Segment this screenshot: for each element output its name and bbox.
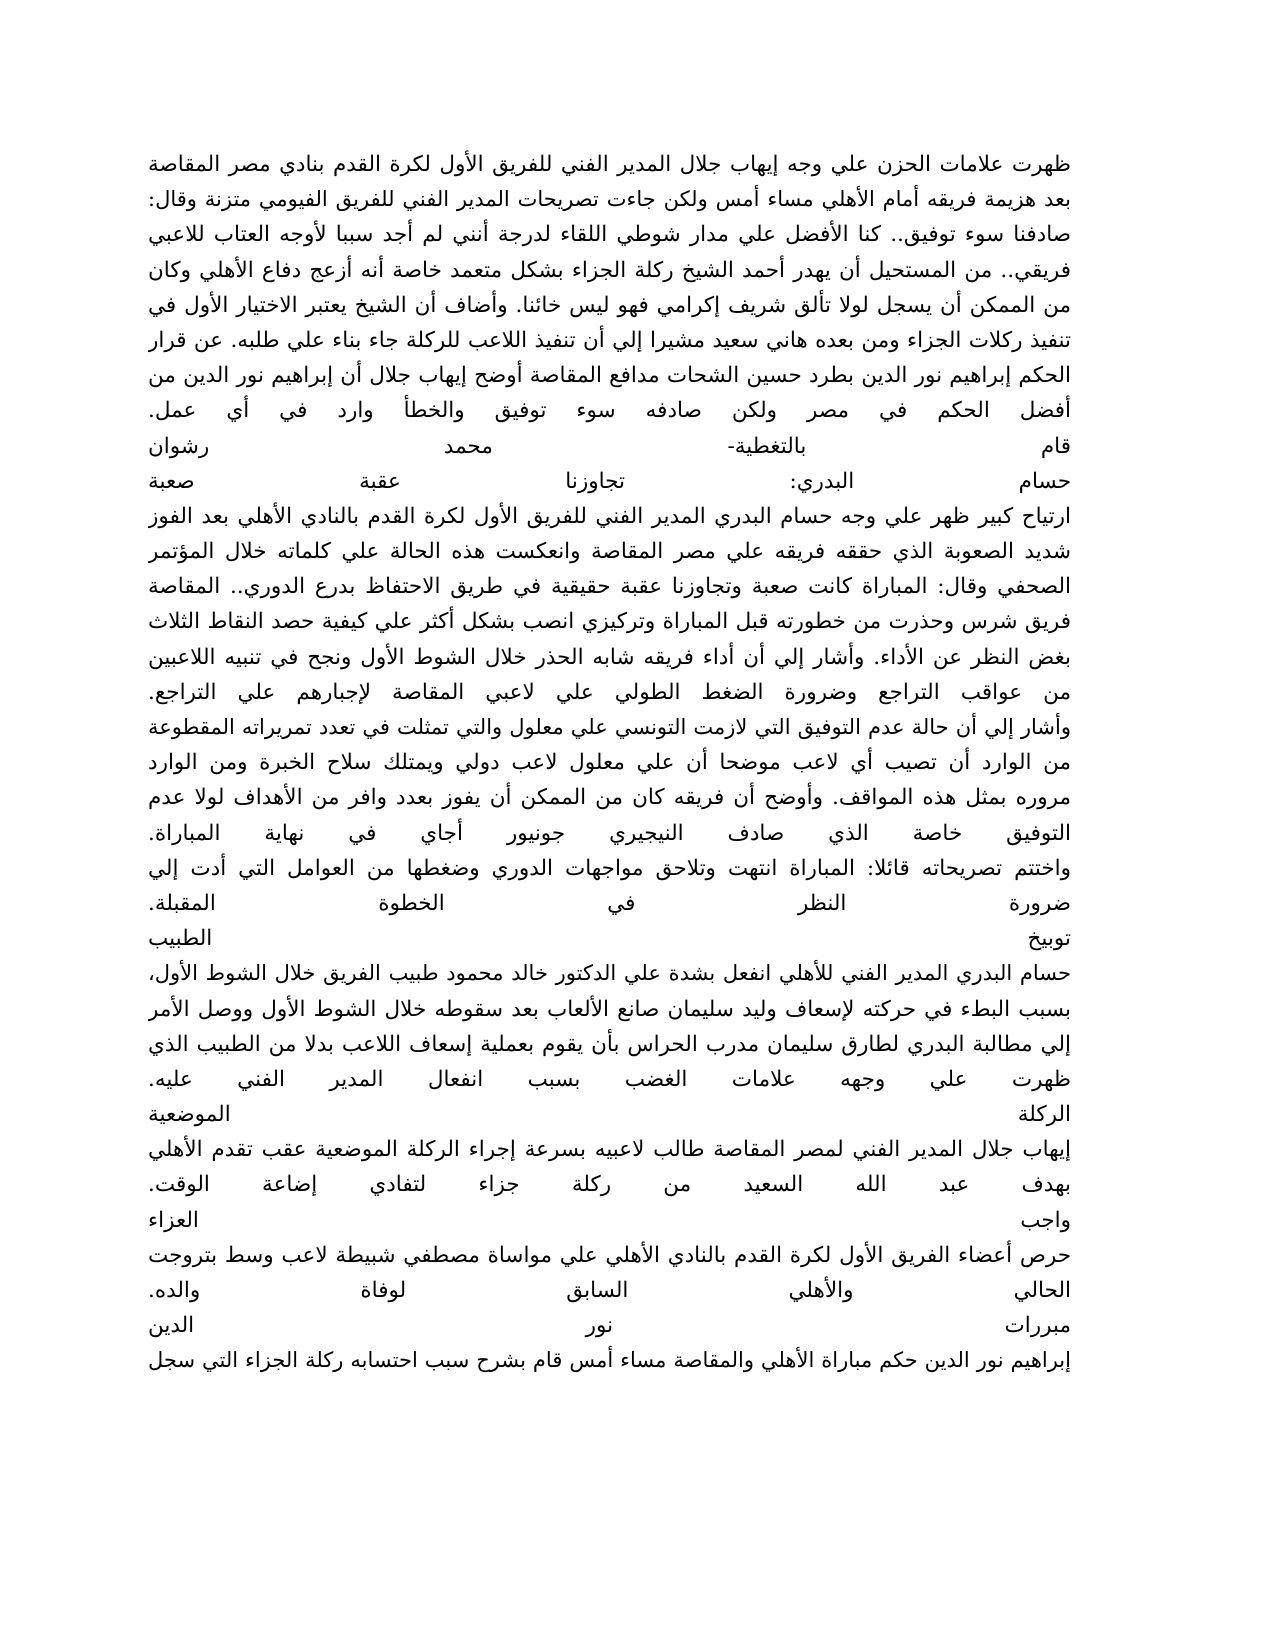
article-line: فريق شرس وحذرت من خطورته قبل المباراة وتركيزي انصب بشكل أكثر علي كيفية حصد النقاط الثلاث xyxy=(148,609,1071,635)
article-line: حسام البدري المدير الفني للأهلي انفعل بشدة علي الدكتور خالد محمود طبيب الفريق خلال الشوط الأول، xyxy=(148,961,1071,986)
article-line: تنفيذ ركلات الجزاء ومن بعده هاني سعيد مشيرا إلي أن تنفيذ اللاعب للركلة جاء بناء علي طلبه. عن قرار xyxy=(148,327,1071,353)
article-line: أفضل الحكم في مصر ولكن صادفه سوء توفيق والخطأ وارد في أي عمل. xyxy=(148,398,1071,424)
article-line: الحكم إبراهيم نور الدين بطرد حسين الشحات مدافع المقاصة أوضح إيهاب جلال أن إبراهيم نور الدين من xyxy=(148,363,1071,389)
article-line: واختتم تصريحاته قائلا: المباراة انتهت وتلاحق مواجهات الدوري وضغطها من العوامل التي أدت إلي xyxy=(148,855,1071,881)
article-line: من الممكن أن يسجل لولا تألق شريف إكرامي فهو ليس خائنا. وأضاف أن الشيخ يعتبر الاختيار الأول في xyxy=(148,292,1071,318)
article-line: ظهرت علي وجهه علامات الغضب بسبب انفعال المدير الفني عليه. xyxy=(148,1066,1071,1092)
article-line: ارتياح كبير ظهر علي وجه حسام البدري المدير الفني للفريق الأول لكرة القدم بالنادي الأهلي بعد الفوز xyxy=(148,503,1071,529)
section-heading: حسام البدري: تجاوزنا عقبة صعبة xyxy=(148,468,1071,494)
article-line: فريقي.. من المستحيل أن يهدر أحمد الشيخ ركلة الجزاء بشكل متعمد خاصة أنه أزعج دفاع الأهلي وكان xyxy=(148,257,1071,283)
section-heading: مبررات نور الدين xyxy=(148,1313,1071,1339)
article-line: ضرورة النظر في الخطوة المقبلة. xyxy=(148,890,1071,916)
byline: قام بالتغطية- محمد رشوان xyxy=(148,433,1071,459)
article-line: بهدف عبد الله السعيد من ركلة جزاء لتفادي إضاعة الوقت. xyxy=(148,1172,1071,1198)
article-line: من الوارد أن تصيب أي لاعب موضحا أن علي معلول لاعب دولي ويمتلك سلاح الخبرة ومن الوارد xyxy=(148,750,1071,776)
article-line: بغض النظر عن الأداء. وأشار إلي أن أداء فريقه شابه الحذر خلال الشوط الأول ونجح في تنبيه اللاعبين xyxy=(148,644,1071,670)
article-line: صادفنا سوء توفيق.. كنا الأفضل علي مدار شوطي اللقاء لدرجة أنني لم أجد سببا لأوجه العتاب للاعبي xyxy=(148,222,1071,248)
article-line: وأشار إلي أن حالة عدم التوفيق التي لازمت التونسي علي معلول والتي تمثلت في تعدد تمريراته المقطوعة xyxy=(148,715,1071,739)
article-line: إيهاب جلال المدير الفني لمصر المقاصة طالب لاعبيه بسرعة إجراء الركلة الموضعية عقب تقدم الأهلي xyxy=(148,1137,1071,1163)
article-line: ظهرت علامات الحزن علي وجه إيهاب جلال المدير الفني للفريق الأول لكرة القدم بنادي مصر المقاصة xyxy=(148,152,1071,177)
article-line: مروره بمثل هذه المواقف. وأوضح أن فريقه كان من الممكن أن يفوز بعدد وافر من الأهداف لولا عدم xyxy=(148,785,1071,811)
article-line: التوفيق خاصة الذي صادف النيجيري جونيور أجاي في نهاية المباراة. xyxy=(148,820,1071,846)
article-line: شديد الصعوبة الذي حققه فريقه علي مصر المقاصة وانعكست هذه الحالة علي كلماته خلال المؤتمر xyxy=(148,539,1071,565)
article-line: من عواقب التراجع وضرورة الضغط الطولي علي لاعبي المقاصة لإجبارهم علي التراجع. xyxy=(148,679,1071,705)
article-line: بعد هزيمة فريقه أمام الأهلي مساء أمس ولكن جاءت تصريحات المدير الفني للفريق الفيومي متزنة وقال: xyxy=(148,187,1071,212)
section-heading: الركلة الموضعية xyxy=(148,1102,1071,1128)
article-body xyxy=(148,147,1071,1379)
section-heading: توبيخ الطبيب xyxy=(148,926,1071,952)
article-line: حرص أعضاء الفريق الأول لكرة القدم بالنادي الأهلي علي مواساة مصطفي شبيطة لاعب وسط بتروجت xyxy=(148,1242,1071,1268)
article-line: الحالي والأهلي السابق لوفاة والده. xyxy=(148,1278,1071,1303)
article-line: إلي مطالبة البدري لطارق سليمان مدرب الحراس بأن يقوم بعملية إسعاف اللاعب بدلا من الطبيب الذي xyxy=(148,1031,1071,1057)
article-line: الصحفي وقال: المباراة كانت صعبة وتجاوزنا عقبة حقيقية في طريق الاحتفاظ بدرع الدوري.. المقاصة xyxy=(148,574,1071,600)
article-line: إبراهيم نور الدين حكم مباراة الأهلي والمقاصة مساء أمس قام بشرح سبب احتسابه ركلة الجزاء التي سجل xyxy=(148,1348,1071,1373)
article-line: بسبب البطء في حركته لإسعاف وليد سليمان صانع الألعاب بعد سقوطه خلال الشوط الأول ووصل الأمر xyxy=(148,996,1071,1022)
section-heading: واجب العزاء xyxy=(148,1207,1071,1233)
